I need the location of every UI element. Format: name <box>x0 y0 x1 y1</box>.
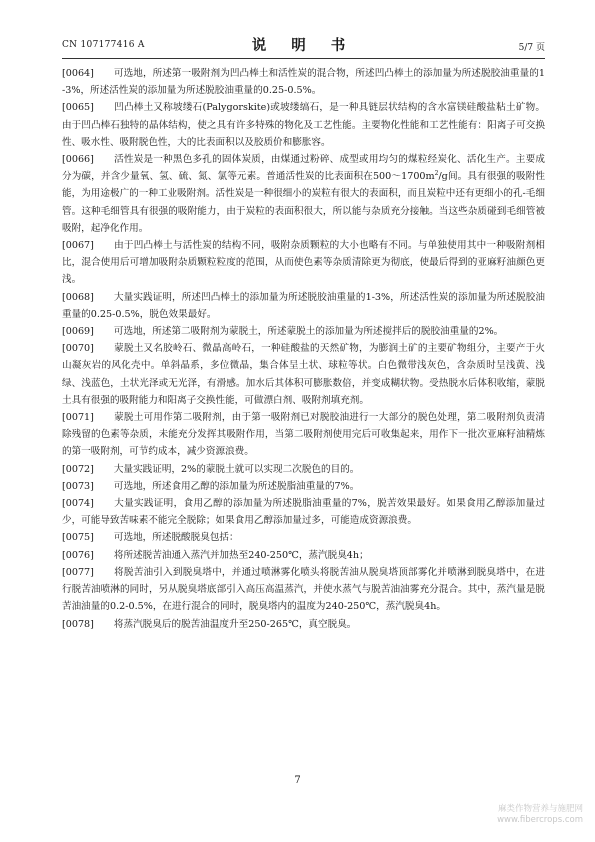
paragraph-text: 将所述脱苦油通入蒸汽并加热至240-250℃，蒸汽脱臭4h； <box>113 549 369 561</box>
paragraph-number: [0072] <box>62 463 94 475</box>
header-divider <box>62 58 545 59</box>
paragraph-0071 <box>62 409 545 461</box>
paragraph-0073 <box>62 478 545 495</box>
paragraph-text: 蒙脱土又名胶岭石、微晶高岭石，一种硅酸盐的天然矿物，为膨润土矿的主要矿物组分，主要产于火山凝灰岩的风化壳中。单斜晶系，多位微晶，集合体呈土状、球粒等状。白色微带浅灰色，含杂质时呈浅黄、浅绿、浅蓝色，土状光泽或无光泽，有滑感。加水后其体积可膨胀数倍，并变成糊状物。受热脱水后体积收缩，蒙脱土具有很强的吸附能力和阳离子交换性能，可做漂白剂、吸附剂填充剂。 <box>62 343 545 406</box>
paragraph-0072 <box>62 461 545 478</box>
paragraph-text: 由于凹凸棒土与活性炭的结构不同，吸附杂质颗粒的大小也略有不同。与单独使用其中一种吸附剂相比，混合使用后可增加吸附杂质颗粒粒度的范围，从而使色素等杂质清除更为彻底，使最后得到的亚麻籽油颜色更浅。 <box>62 240 545 286</box>
paragraph-text: 可选地，所述脱酸脱臭包括： <box>113 532 239 544</box>
superscript: 2 <box>434 170 439 178</box>
paragraph-text: 大量实践证明，2%的蒙脱土就可以实现二次脱色的目的。 <box>113 463 360 475</box>
watermark-url: www.fibercrops.com <box>497 815 583 825</box>
document-body <box>62 65 545 633</box>
paragraph-text: 可选地，所述第二吸附剂为蒙脱土，所述蒙脱土的添加量为所述搅拌后的脱胶油重量的2%。 <box>113 326 504 338</box>
paragraph-0069 <box>62 323 545 340</box>
paragraph-text: 将脱苦油引入到脱臭塔中，并通过喷淋雾化喷头将脱苦油从脱臭塔顶部雾化并喷淋到脱臭塔中，在进行脱苦油喷淋的同时，另从脱臭塔底部引入高压高温蒸汽，并使水蒸气与脱苦油油雾充分混合。其中，蒸汽量是脱苦油油量的0.2-0.5%，在进行混合的同时，脱臭塔内的温度为240-250℃，蒸汽脱臭4h。 <box>62 566 545 613</box>
page-header <box>62 34 545 54</box>
paragraph-number: [0069] <box>62 326 94 338</box>
paragraph-0078 <box>62 616 545 633</box>
paragraph-text: 可选地，所述食用乙醇的添加量为所述脱脂油重量的7%。 <box>113 480 360 492</box>
page-number: 7 <box>294 775 301 786</box>
paragraph-text: 凹凸棒土又称坡缕石(Palygorskite)或坡缕缟石，是一种具链层状结构的含水富镁硅酸盐粘土矿物。由于凹凸棒石独特的晶体结构，使之具有许多特殊的物化及工艺性能。主要物化性能和工艺性能有：阳离子可交换性、吸水性、吸附脱色性，大的比表面积以及胶质价和膨胀容。 <box>62 102 545 148</box>
paragraph-0075 <box>62 529 545 546</box>
paragraph-0076 <box>62 547 545 564</box>
paragraph-0070 <box>62 340 545 409</box>
paragraph-number: [0065] <box>62 102 94 114</box>
paragraph-text: 大量实践证明，所述凹凸棒土的添加量为所述脱胶油重量的1-3%，所述活性炭的添加量为所述脱胶油重量的0.25-0.5%，脱色效果最好。 <box>62 291 545 320</box>
document-title: 说 明 书 <box>251 37 356 54</box>
paragraph-number: [0073] <box>62 480 94 492</box>
paragraph-text: 大量实践证明，食用乙醇的添加量为所述脱脂油重量的7%，脱苦效果最好。如果食用乙醇添加量过少，可能导致苦味素不能完全脱除；如果食用乙醇添加量过多，可能造成资源浪费。 <box>62 498 545 527</box>
paragraph-0066 <box>62 151 545 237</box>
paragraph-0077 <box>62 564 545 616</box>
paragraph-number: [0070] <box>62 343 94 355</box>
paragraph-text: 可选地，所述第一吸附剂为凹凸棒土和活性炭的混合物，所述凹凸棒土的添加量为所述脱胶油重量的1-3%，所述活性炭的添加量为所述脱胶油重量的0.25-0.5%。 <box>62 68 545 97</box>
paragraph-number: [0066] <box>62 154 94 166</box>
paragraph-number: [0071] <box>62 412 94 424</box>
paragraph-number: [0064] <box>62 68 94 79</box>
paragraph-number: [0076] <box>62 549 94 561</box>
paragraph-text: 蒙脱土可用作第二吸附剂，由于第一吸附剂已对脱胶油进行一大部分的脱色处理，第二吸附剂负责清除残留的色素等杂质，未能充分发挥其吸附作用，当第二吸附剂使用完后可收集起来，用作下一批次亚麻籽油精炼的第一吸附剂，可节约成本，减少资源浪费。 <box>62 412 545 458</box>
paragraph-number: [0077] <box>62 566 94 578</box>
paragraph-0068 <box>62 289 545 323</box>
paragraph-text: 活性炭是一种黑色多孔的固体炭质，由煤通过粉碎、成型或用均匀的煤粒经炭化、活化生产。主要成分为碳，并含少量氧、氢、硫、氮、氯等元素。普通活性炭的比表面积在500～1700m <box>62 154 545 183</box>
paragraph-0067 <box>62 237 545 289</box>
paragraph-number: [0068] <box>62 291 94 303</box>
paragraph-0064 <box>62 65 545 99</box>
page-count: 5/7 页 <box>518 43 545 53</box>
watermark <box>497 804 583 826</box>
paragraph-number: [0075] <box>62 532 94 544</box>
watermark-site-name: 麻类作物营养与施肥网 <box>497 804 583 814</box>
paragraph-number: [0067] <box>62 240 94 252</box>
paragraph-0074 <box>62 495 545 529</box>
paragraph-text-continued: /g间。具有很强的吸附性能，为用途极广的一种工业吸附剂。活性炭是一种很细小的炭粒有很大的表面积，而且炭粒中还有更细小的孔-毛细管。这种毛细管具有很强的吸附能力，由于炭粒的表面积很大，所以能与杂质充分接触。当这些杂质碰到毛细管被吸附，起净化作用。 <box>62 171 546 234</box>
document-number: CN 107177416 A <box>62 40 145 50</box>
paragraph-0065 <box>62 99 545 151</box>
paragraph-number: [0078] <box>62 618 94 630</box>
paragraph-text: 将蒸汽脱臭后的脱苦油温度升至250-265℃，真空脱臭。 <box>113 618 357 630</box>
paragraph-number: [0074] <box>62 498 94 510</box>
